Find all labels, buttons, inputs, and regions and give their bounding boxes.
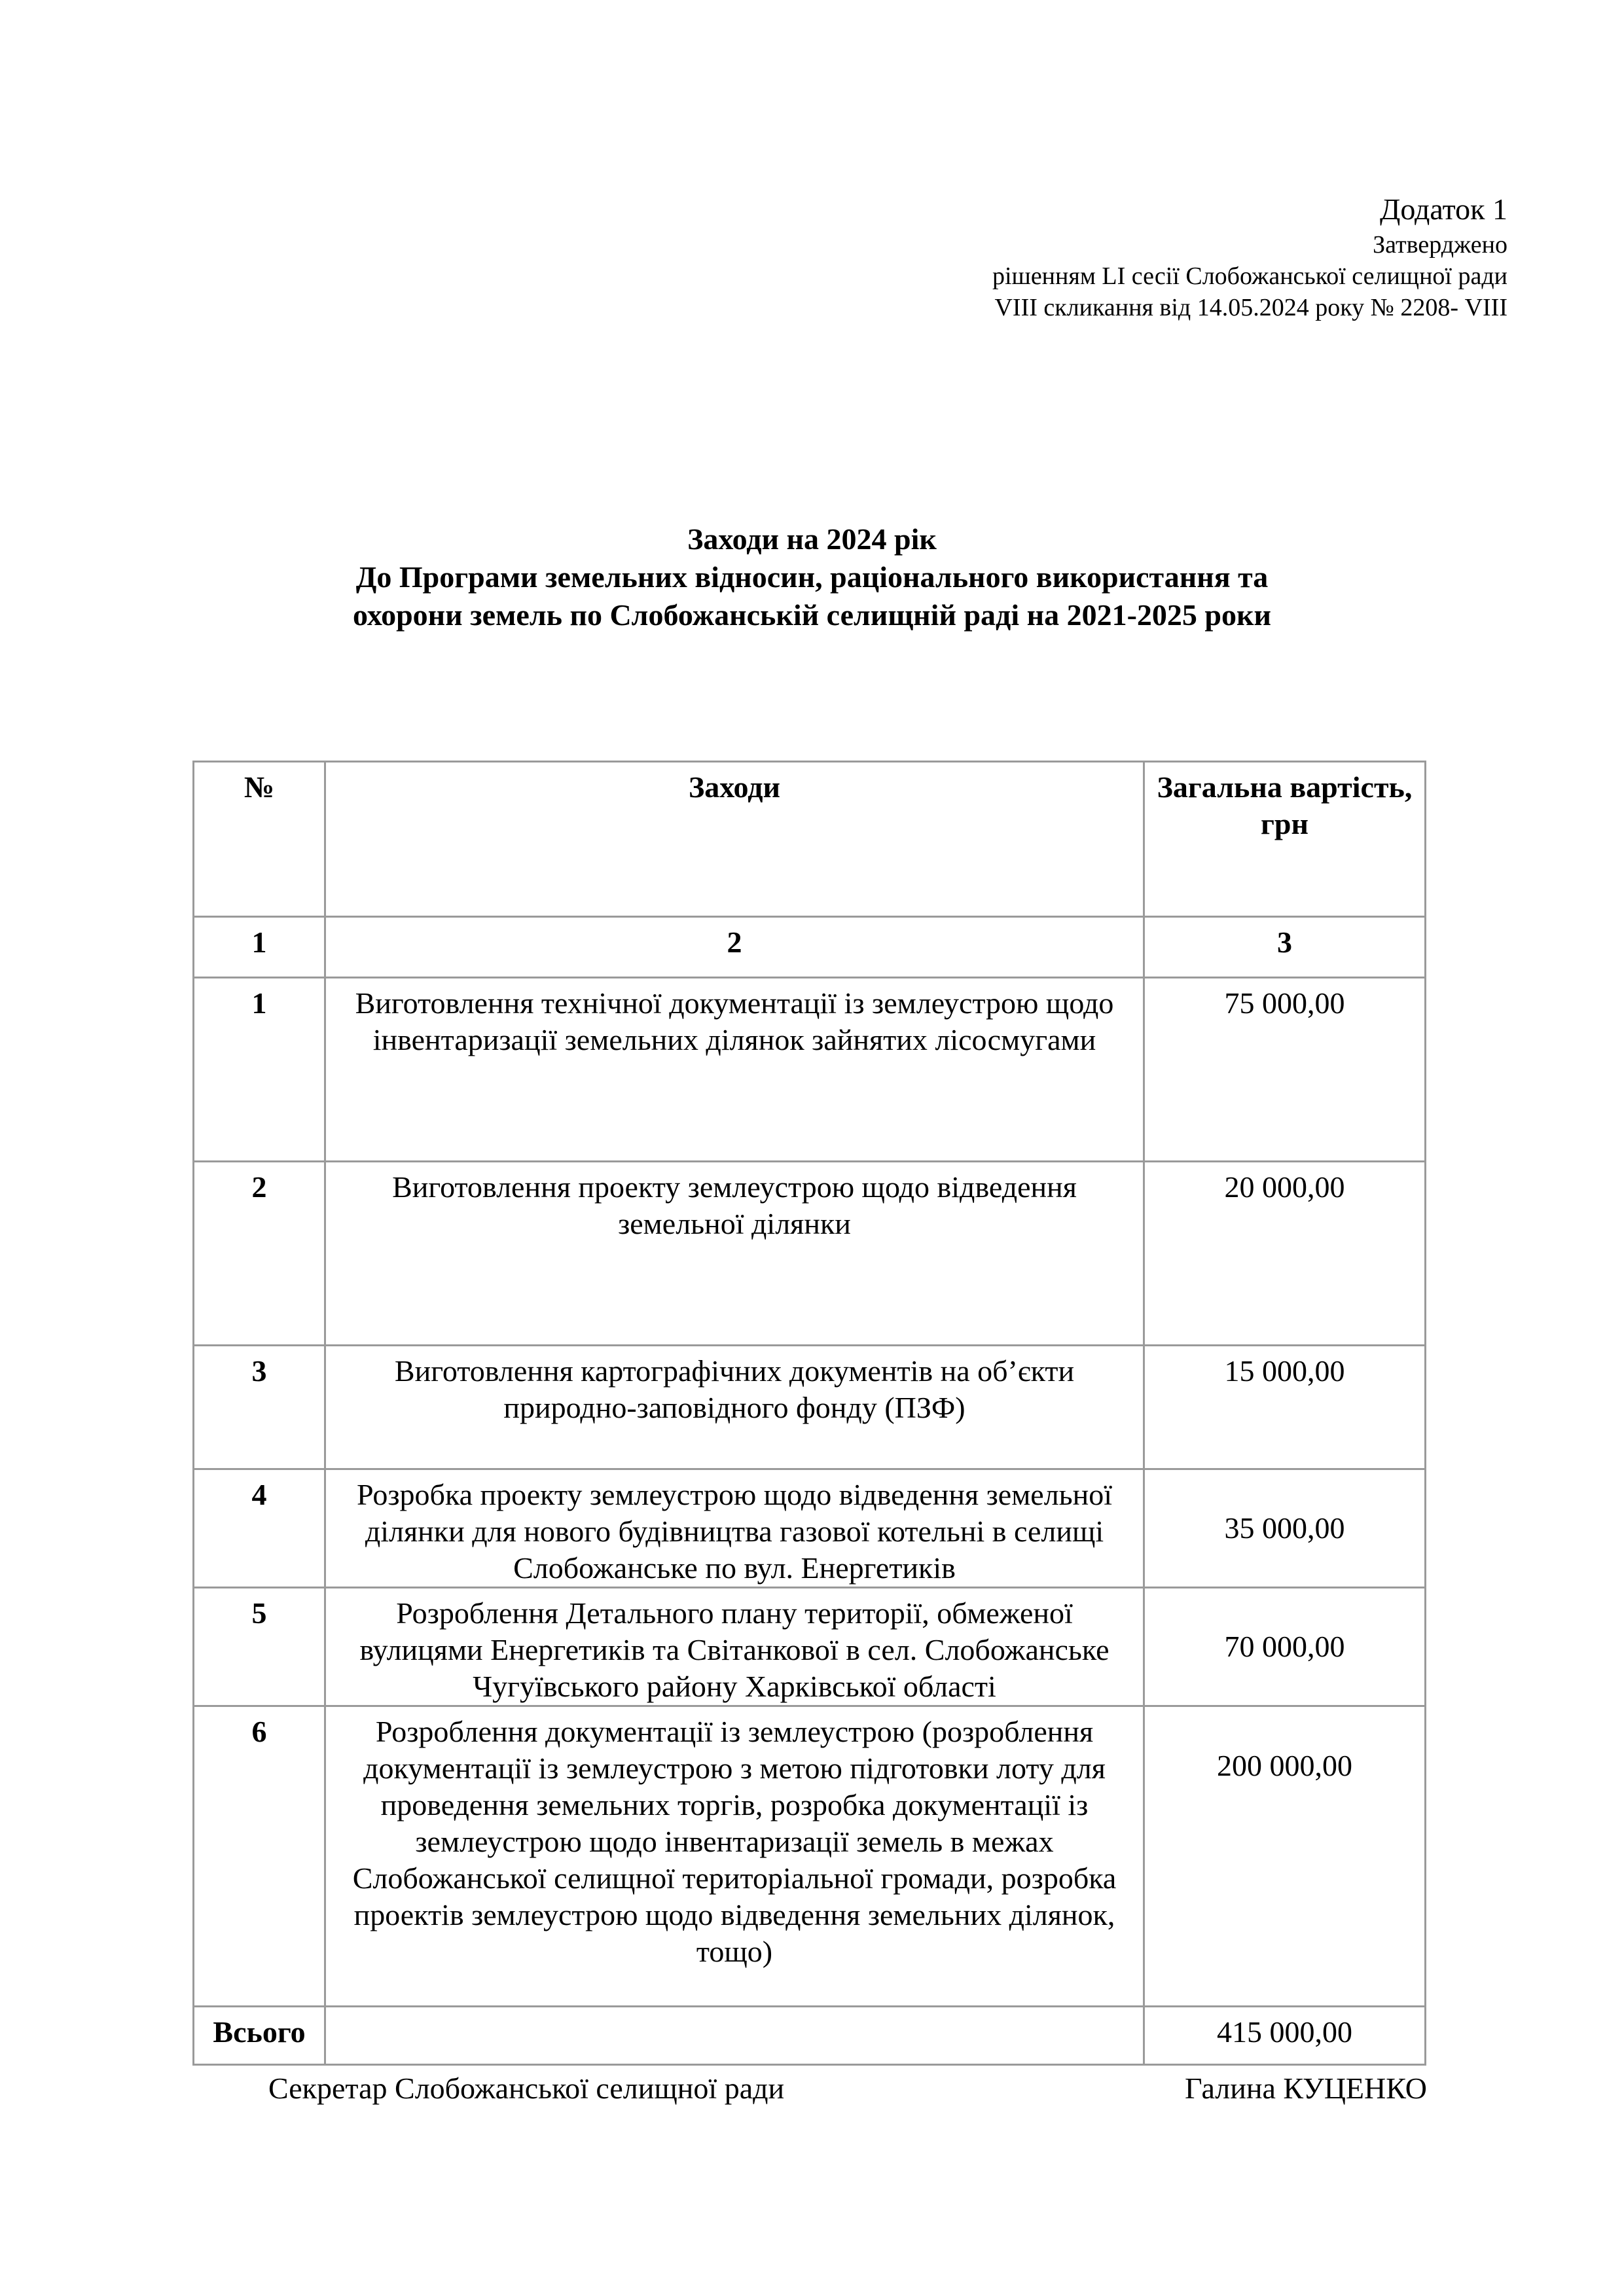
column-number-row [194, 917, 1426, 978]
document-title [0, 520, 1624, 634]
title-line-1: Заходи на 2024 рік [687, 522, 937, 556]
row-cost: 20 000,00 [1144, 1162, 1426, 1346]
total-label: Всього [194, 2007, 325, 2065]
column-number: 3 [1144, 917, 1426, 978]
column-number: 2 [325, 917, 1144, 978]
convocation-line: VIII скликання від 14.05.2024 року № 2208- VIII [994, 294, 1507, 321]
signatory-role: Секретар Слобожанської селищної ради [268, 2072, 785, 2105]
title-line-2: До Програми земельних відносин, раціонального використання та [355, 560, 1269, 594]
row-cost: 70 000,00 [1144, 1588, 1426, 1706]
approval-block [992, 190, 1507, 323]
row-number: 5 [194, 1588, 325, 1706]
row-number: 6 [194, 1706, 325, 2007]
column-number: 1 [194, 917, 325, 978]
row-cost: 15 000,00 [1144, 1346, 1426, 1469]
table-row [194, 1469, 1426, 1588]
row-number: 4 [194, 1469, 325, 1588]
row-measure: Розробка проекту землеустрою щодо відведення земельної ділянки для нового будівництва газової котельні в селищі Слобожанське по вул. Енергетиків [325, 1469, 1144, 1588]
total-cost: 415 000,00 [1144, 2007, 1426, 2065]
row-cost: 75 000,00 [1144, 978, 1426, 1162]
total-row [194, 2007, 1426, 2065]
total-measure [325, 2007, 1144, 2065]
row-number: 1 [194, 978, 325, 1162]
approved-label: Затверджено [1373, 231, 1507, 259]
measures-table [192, 761, 1426, 2066]
row-number: 3 [194, 1346, 325, 1469]
header-measures: Заходи [325, 762, 1144, 917]
table-row [194, 1346, 1426, 1469]
row-measure: Виготовлення картографічних документів на об’єкти природно-заповідного фонду (ПЗФ) [325, 1346, 1144, 1469]
row-cost: 35 000,00 [1144, 1469, 1426, 1588]
table-header-row [194, 762, 1426, 917]
title-line-3: охорони земель по Слобожанській селищній раді на 2021-2025 роки [352, 598, 1272, 632]
row-number: 2 [194, 1162, 325, 1346]
row-measure: Виготовлення технічної документації із землеустрою щодо інвентаризації земельних ділянок зайнятих лісосмугами [325, 978, 1144, 1162]
row-measure: Розроблення документації із землеустрою (розроблення документації із землеустрою з метою підготовки лоту для проведення земельних торгів, розробка документації із землеустрою щодо інвентаризації земель в межах Слобожанської селищної територіальної громади, розробка проектів землеустрою щодо відведення земельних ділянок, тощо) [325, 1706, 1144, 2007]
decision-line: рішенням LI сесії Слобожанської селищної ради [992, 262, 1507, 290]
row-cost: 200 000,00 [1144, 1706, 1426, 2007]
table-row [194, 1162, 1426, 1346]
header-cost: Загальна вартість, грн [1144, 762, 1426, 917]
row-measure: Розроблення Детального плану території, обмеженої вулицями Енергетиків та Світанкової в сел. Слобожанське Чугуївського району Харківської області [325, 1588, 1144, 1706]
annex-label: Додаток 1 [1379, 192, 1507, 226]
table-row [194, 978, 1426, 1162]
table-row [194, 1706, 1426, 2007]
table-row [194, 1588, 1426, 1706]
header-number: № [194, 762, 325, 917]
signatory-name: Галина КУЦЕНКО [1185, 2072, 1427, 2105]
row-measure: Виготовлення проекту землеустрою щодо відведення земельної ділянки [325, 1162, 1144, 1346]
